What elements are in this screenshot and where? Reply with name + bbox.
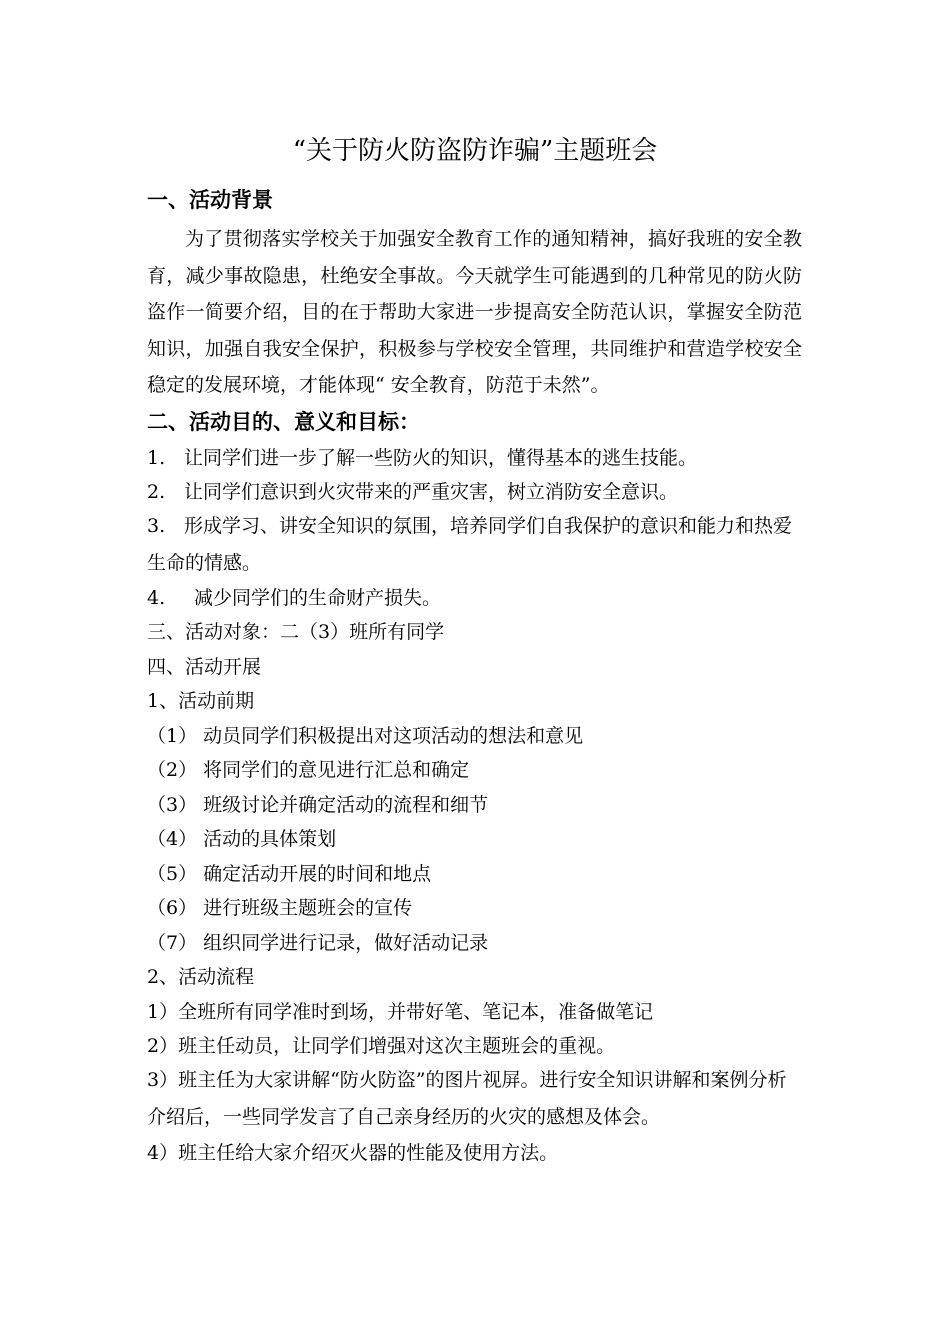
section-heading-background: 一、活动背景 <box>147 187 273 212</box>
goal-item <box>147 445 697 471</box>
process-item: 3）班主任为大家讲解“防火防盗”的图片视屏。进行安全知识讲解和案例分析介绍后，一些同学发言了自己亲身经历的火灾的感想及体会。 <box>147 1069 787 1128</box>
preparation-item: （4） 活动的具体策划 <box>147 828 337 850</box>
preparation-item: （6） 进行班级主题班会的宣传 <box>147 897 413 919</box>
goal-number: 1. <box>147 447 166 469</box>
process-item: 4）班主任给大家介绍灭火器的性能及使用方法。 <box>147 1142 559 1164</box>
goal-item <box>147 508 802 581</box>
background-paragraph: 为了贯彻落实学校关于加强安全教育工作的通知精神，搞好我班的安全教育，减少事故隐患，杜绝安全事故。今天就学生可能遇到的几种常见的防火防盗作一简要介绍，目的在于帮助大家进一步提高安全防范认识，掌握安全防范知识，加强自我安全保护，积极参与学校安全管理，共同维护和营造学校安全稳定的发展环境，才能体现“ 安全教育，防范于未然”。 <box>147 228 802 397</box>
preparation-item: （7） 组织同学进行记录，做好活动记录 <box>147 932 489 954</box>
section-heading-activity: 四、活动开展 <box>147 656 262 678</box>
goal-text: 减少同学们的生命财产损失。 <box>194 587 442 609</box>
goal-text: 形成学习、讲安全知识的氛围，培养同学们自我保护的意识和能力和热爱生命的情感。 <box>147 515 793 574</box>
goal-item <box>147 479 678 505</box>
document-title: “关于防火防盗防诈骗”主题班会 <box>292 136 658 166</box>
process-item: 1）全班所有同学准时到场，并带好笔、笔记本，准备做笔记 <box>147 1001 654 1023</box>
goal-item <box>147 585 441 611</box>
subsection-heading-process: 2、活动流程 <box>147 966 255 988</box>
goal-number: 4. <box>147 587 166 609</box>
section-audience: 三、活动对象：二（3）班所有同学 <box>147 621 445 643</box>
goal-text: 让同学们进一步了解一些防火的知识，懂得基本的逃生技能。 <box>184 447 698 469</box>
goal-number: 3. <box>147 515 166 537</box>
goal-text: 让同学们意识到火灾带来的严重灾害，树立消防安全意识。 <box>184 481 679 503</box>
process-item: 2）班主任动员，让同学们增强对这次主题班会的重视。 <box>147 1035 616 1057</box>
subsection-heading-preparation: 1、活动前期 <box>147 690 255 712</box>
preparation-item: （5） 确定活动开展的时间和地点 <box>147 863 432 885</box>
preparation-item: （2） 将同学们的意见进行汇总和确定 <box>147 759 470 781</box>
preparation-item: （1） 动员同学们积极提出对这项活动的想法和意见 <box>147 725 584 747</box>
preparation-item: （3） 班级讨论并确定活动的流程和细节 <box>147 794 489 816</box>
section-heading-goals: 二、活动目的、意义和目标： <box>147 409 420 434</box>
goal-number: 2. <box>147 481 166 503</box>
